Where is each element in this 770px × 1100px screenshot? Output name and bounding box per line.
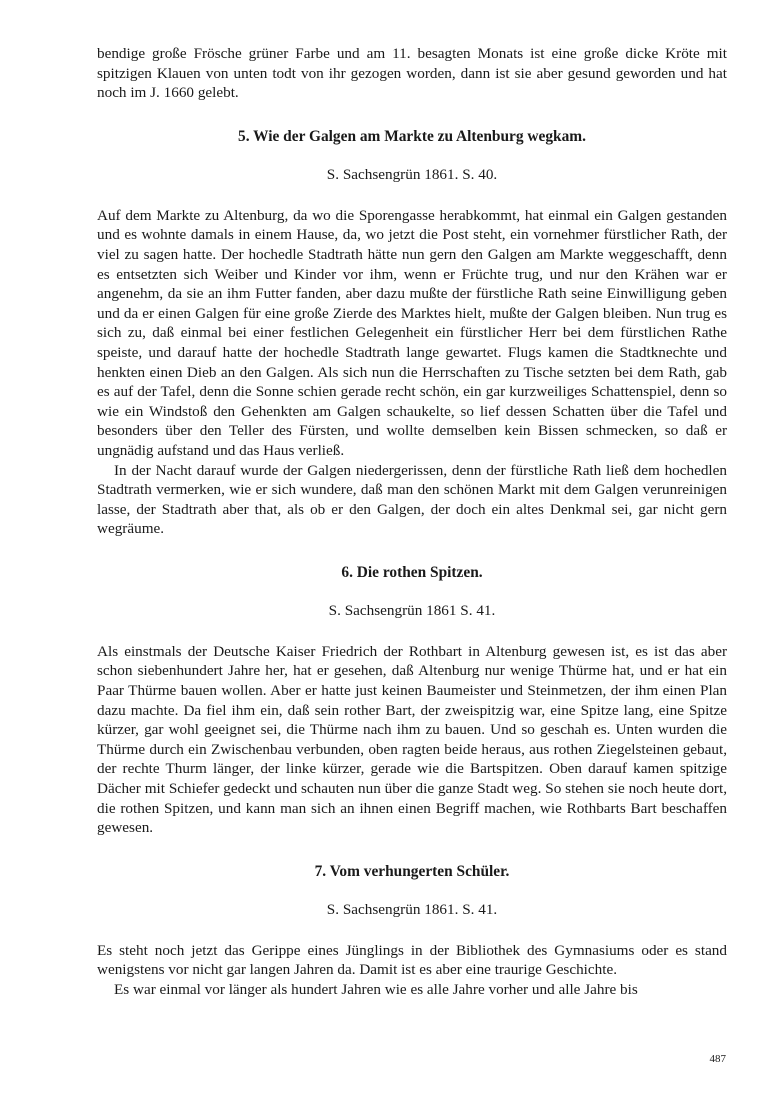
section-heading: 5. Wie der Galgen am Markte zu Altenburg wegkam. xyxy=(238,127,586,145)
section-paragraph: In der Nacht darauf wurde der Galgen niedergerissen, denn der fürstliche Rath ließ dem hochedlen Stadtrath vermerken, wie er sich wundere, daß man den schönen Markt mit dem Galgen verunreinigen lasse, der Stadtrath aber that, als ob er den Galgen, der doch ein altes Denkmal sei, gar nicht gern wegräume. xyxy=(97,461,727,538)
section-paragraph: Es steht noch jetzt das Gerippe eines Jünglings in der Bibliothek des Gymnasiums oder es stand wenigstens vor nicht gar langen Jahren da. Damit ist es aber eine traurige Geschichte. xyxy=(97,941,727,979)
section-heading: 7. Vom verhungerten Schüler. xyxy=(314,862,510,880)
section-5 xyxy=(97,127,727,539)
section-7 xyxy=(97,862,727,1000)
section-source: S. Sachsengrün 1861. S. 40. xyxy=(326,165,498,183)
section-paragraph: Auf dem Markte zu Altenburg, da wo die Sporengasse herabkommt, hat einmal ein Galgen gestanden und es wohnte damals in einem Hause, da, wo jetzt die Post steht, ein vornehmer fürstlicher Rath, der viel zu sagen hatte. Der hochedle Stadtrath hätte nun gern den Galgen am Markte weggeschafft, denn es entsetzten sich Weiber und Kinder vor ihm, wenn er Früchte trug, und nur den Krähen war er angenehm, da sie an ihm Futter fanden, aber dazu mußte der fürstliche Rath seine Einwilligung geben und da er einen Galgen für eine große Zierde des Marktes hielt, mußte der Galgen bleiben. Nun trug es sich zu, daß einmal bei einer festlichen Gelegenheit ein fürstlicher Herr bei dem fürstlichen Rathe speiste, und darauf hatte der hochedle Stadtrath lange gewartet. Flugs kamen die Stadtknechte und henkten einen Dieb an den Galgen. Als sich nun die Herrschaften zu Tische setzten bei dem Rath, gab es auf der Tafel, denn die Sonne schien gerade recht schön, ein gar kurzweiliges Schattenspiel, denn so wie ein Windstoß den Gehenkten am Galgen schaukelte, so lief dessen Schatten über die Tafel und besonders über den Teller des Fürsten, und wollte demselben kein Bissen schmecken, so daß er ungnädig aufstand und das Haus verließ. xyxy=(97,206,727,459)
page-number: 487 xyxy=(709,1053,726,1065)
section-source: S. Sachsengrün 1861 S. 41. xyxy=(328,601,496,619)
section-paragraph: Es war einmal vor länger als hundert Jahren wie es alle Jahre vorher und alle Jahre bis xyxy=(114,981,638,998)
section-paragraph: Als einstmals der Deutsche Kaiser Friedrich der Rothbart in Altenburg gewesen ist, es ist das aber schon siebenhundert Jahre her, hat er gesehen, daß Altenburg nur wenige Thürme hat, und er hat ein Paar Thürme bauen wollen. Aber er hatte just keinen Baumeister und Steinmetzen, der ihm einen Plan dazu machte. Da fiel ihm ein, daß sein rother Bart, der zweispitzig war, eine Spitze lang, eine Spitze kürzer, gar wohl geeignet sei, die Thürme nach ihm zu bauen. Und so geschah es. Unten wurden die Thürme durch ein Zwischenbau verbunden, oben ragten beide heraus, aus rothen Ziegelsteinen gebaut, der rechte Thurm länger, der linke kürzer, gerade wie die Bartspitzen. Oben darauf kamen spitzige Dächer mit Schiefer gedeckt und schauten nun über die ganze Stadt weg. So stehen sie noch heute dort, die rothen Spitzen, und kann man sich an ihnen einen Begriff machen, wie Rothbarts Bart beschaffen gewesen. xyxy=(97,642,727,837)
section-source: S. Sachsengrün 1861. S. 41. xyxy=(326,900,498,918)
section-6 xyxy=(97,563,727,838)
page-body xyxy=(97,44,727,1000)
section-heading: 6. Die rothen Spitzen. xyxy=(341,563,483,581)
intro-paragraph: bendige große Frösche grüner Farbe und am 11. besagten Monats ist eine große dicke Kröte mit spitzigen Klauen von unten todt von ihr gezogen worden, dann ist sie aber gesund geworden und hat noch im J. 1660 gelebt. xyxy=(97,45,727,102)
